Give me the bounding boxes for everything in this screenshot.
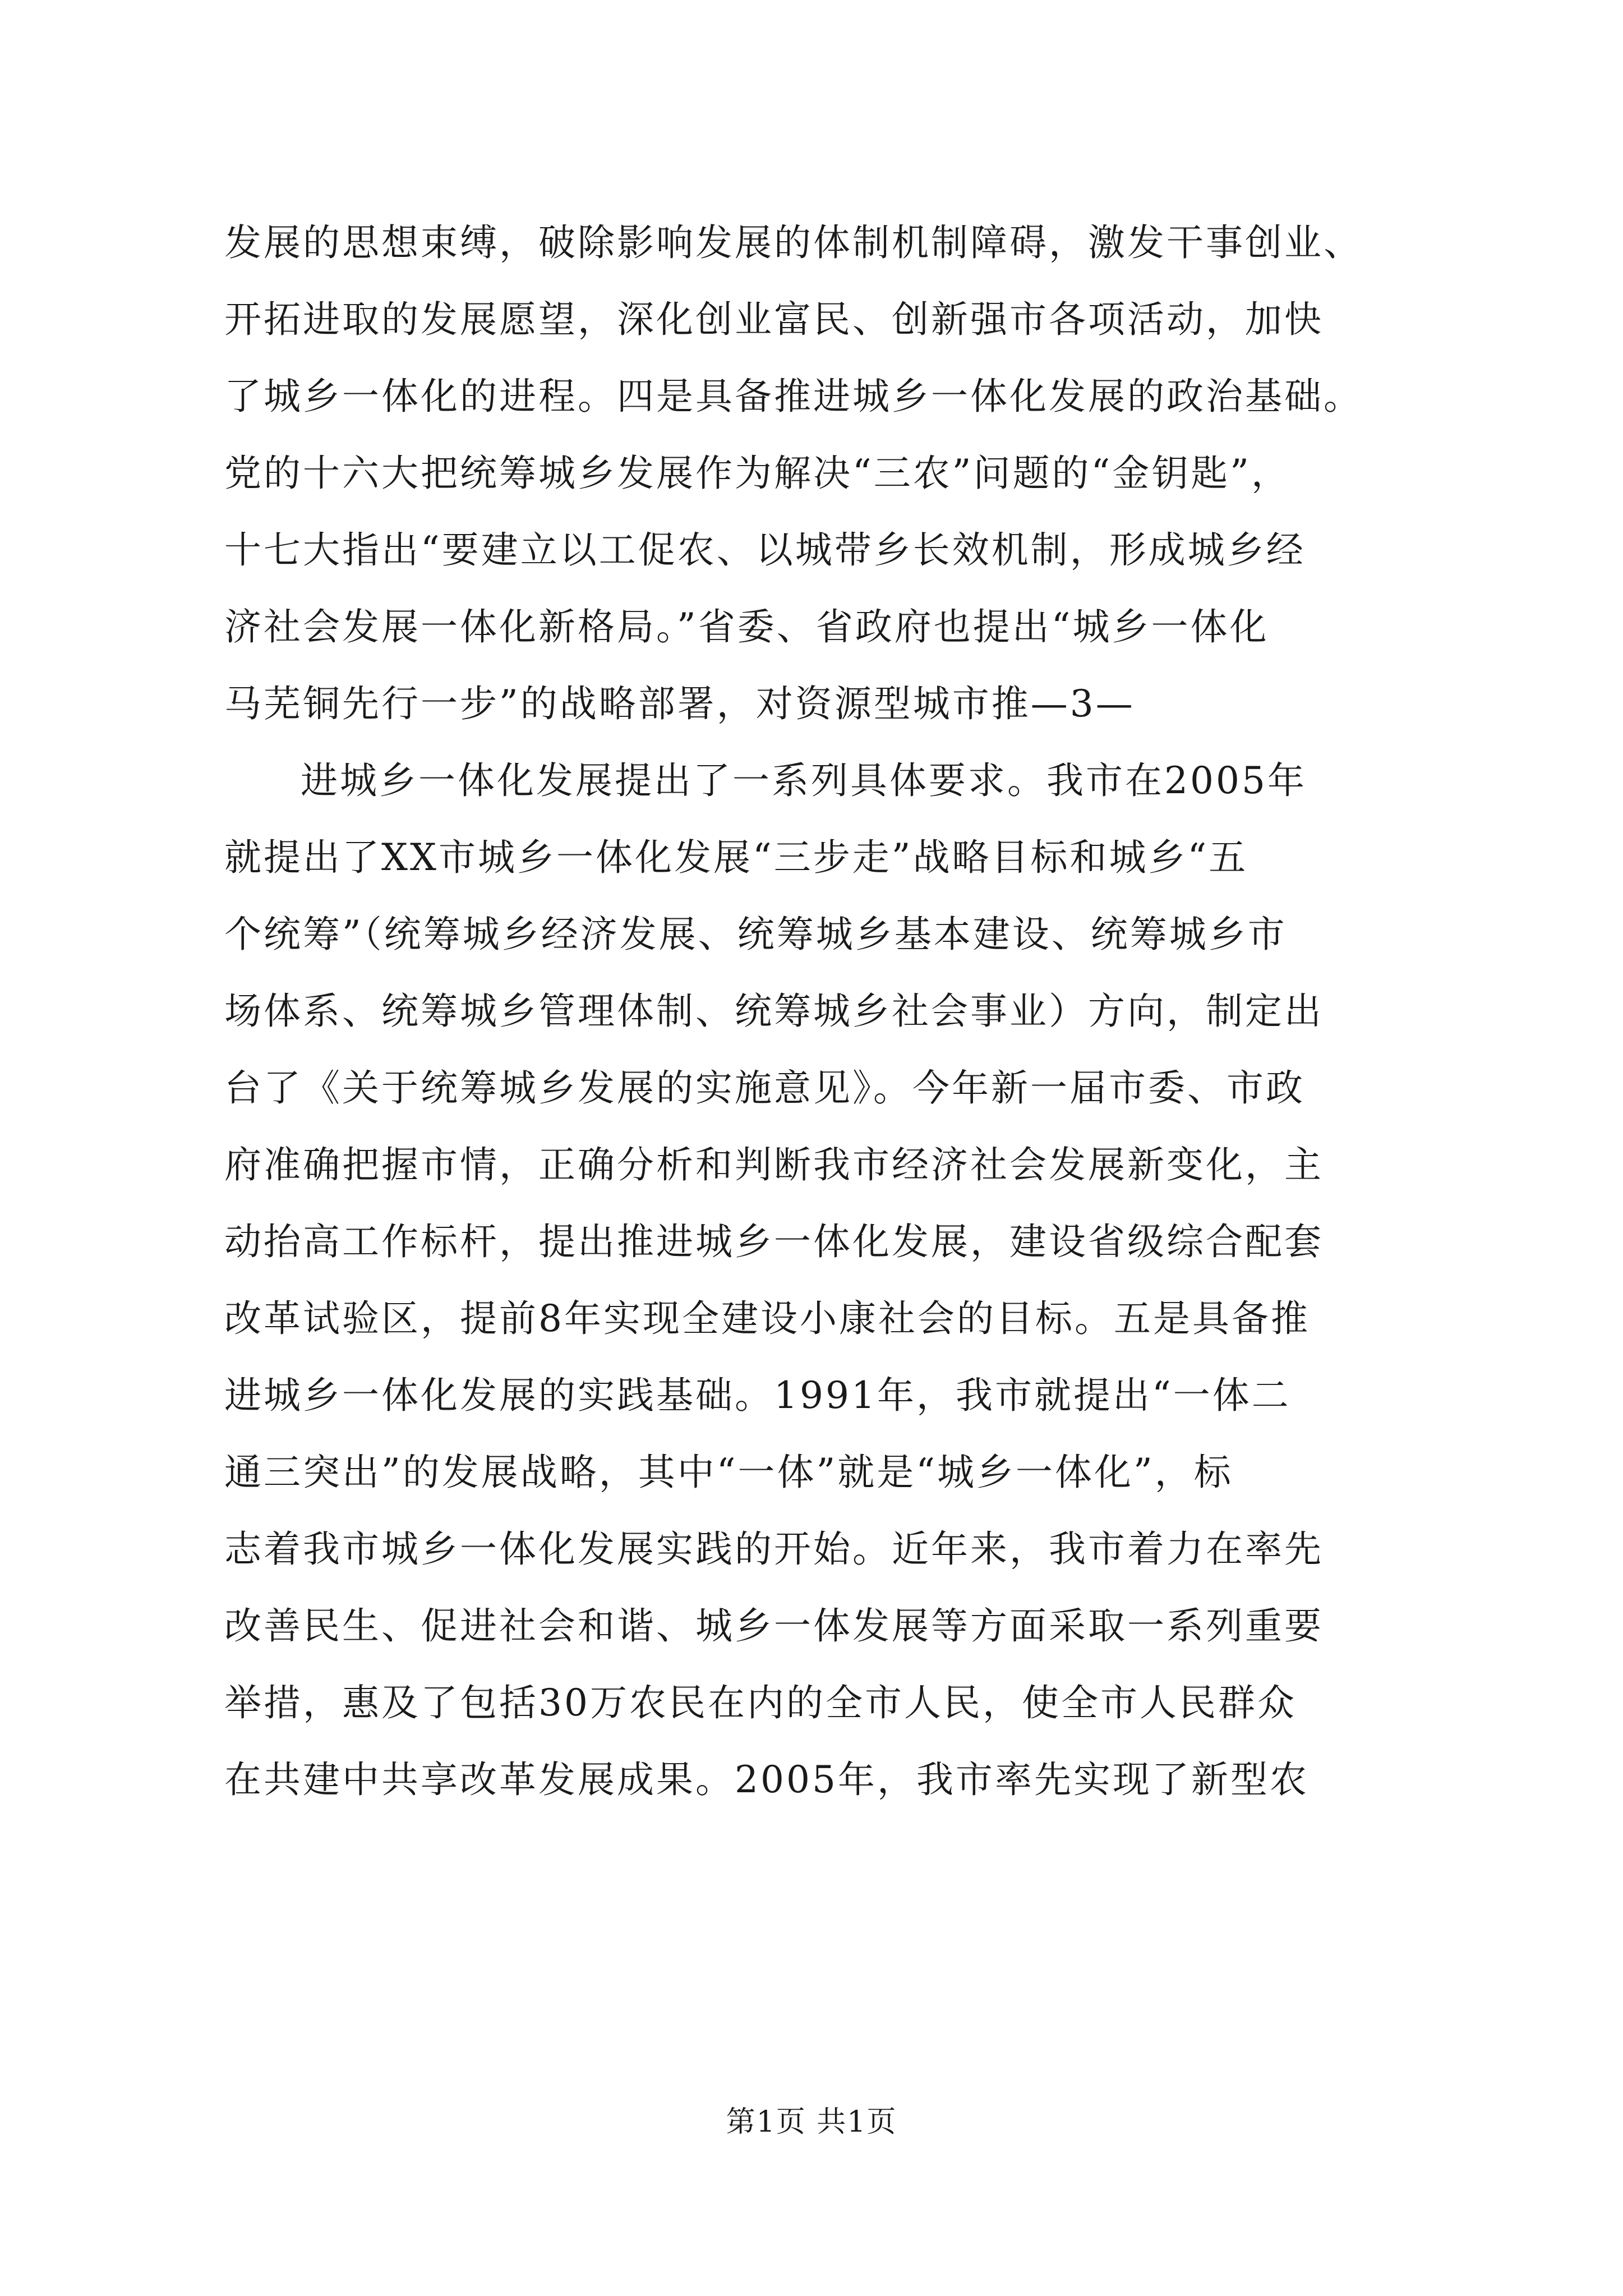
text-line: 在共建中共享改革发展成果。2005年，我市率先实现了新型农	[224, 1758, 1309, 1801]
text-line: 举措，惠及了包括30万农民在内的全市人民，使全市人民群众	[224, 1681, 1297, 1724]
text-line: 改革试验区，提前8年实现全建设小康社会的目标。五是具备推	[224, 1297, 1310, 1340]
text-line: 发展的思想束缚，破除影响发展的体制机制障碍，激发干事创业、	[224, 221, 1363, 264]
text-line: 府准确把握市情，正确分析和判断我市经济社会发展新变化，主	[224, 1143, 1324, 1186]
text-line: 场体系、统筹城乡管理体制、统筹城乡社会事业）方向，制定出	[224, 990, 1324, 1033]
text-line: 济社会发展一体化新格局。”省委、省政府也提出“城乡一体化	[224, 605, 1269, 648]
text-line: 进城乡一体化发展提出了一系列具体要求。我市在2005年	[301, 759, 1307, 802]
text-line: 就提出了XX市城乡一体化发展“三步走”战略目标和城乡“五	[224, 836, 1248, 879]
text-line: 马芜铜先行一步”的战略部署，对资源型城市推—3—	[224, 682, 1135, 725]
text-line: 台了《关于统筹城乡发展的实施意见》。今年新一届市委、市政	[224, 1066, 1305, 1110]
page-footer: 第1页 共1页	[726, 2105, 897, 2139]
text-line: 改善民生、促进社会和谐、城乡一体发展等方面采取一系列重要	[224, 1604, 1324, 1648]
text-line: 十七大指出“要建立以工促农、以城带乡长效机制，形成城乡经	[224, 528, 1306, 572]
text-line: 动抬高工作标杆，提出推进城乡一体化发展，建设省级综合配套	[224, 1220, 1324, 1263]
text-line: 志着我市城乡一体化发展实践的开始。近年来，我市着力在率先	[224, 1527, 1324, 1571]
text-line: 开拓进取的发展愿望，深化创业富民、创新强市各项活动，加快	[224, 298, 1324, 341]
text-line: 通三突出”的发展战略，其中“一体”就是“城乡一体化”，标	[224, 1451, 1233, 1494]
text-line: 进城乡一体化发展的实践基础。1991年，我市就提出“一体二	[224, 1374, 1291, 1417]
text-line: 党的十六大把统筹城乡发展作为解决“三农”问题的“金钥匙”，	[224, 452, 1290, 495]
text-line: 了城乡一体化的进程。四是具备推进城乡一体化发展的政治基础。	[224, 375, 1363, 418]
text-line: 个统筹”（统筹城乡经济发展、统筹城乡基本建设、统筹城乡市	[224, 913, 1287, 956]
